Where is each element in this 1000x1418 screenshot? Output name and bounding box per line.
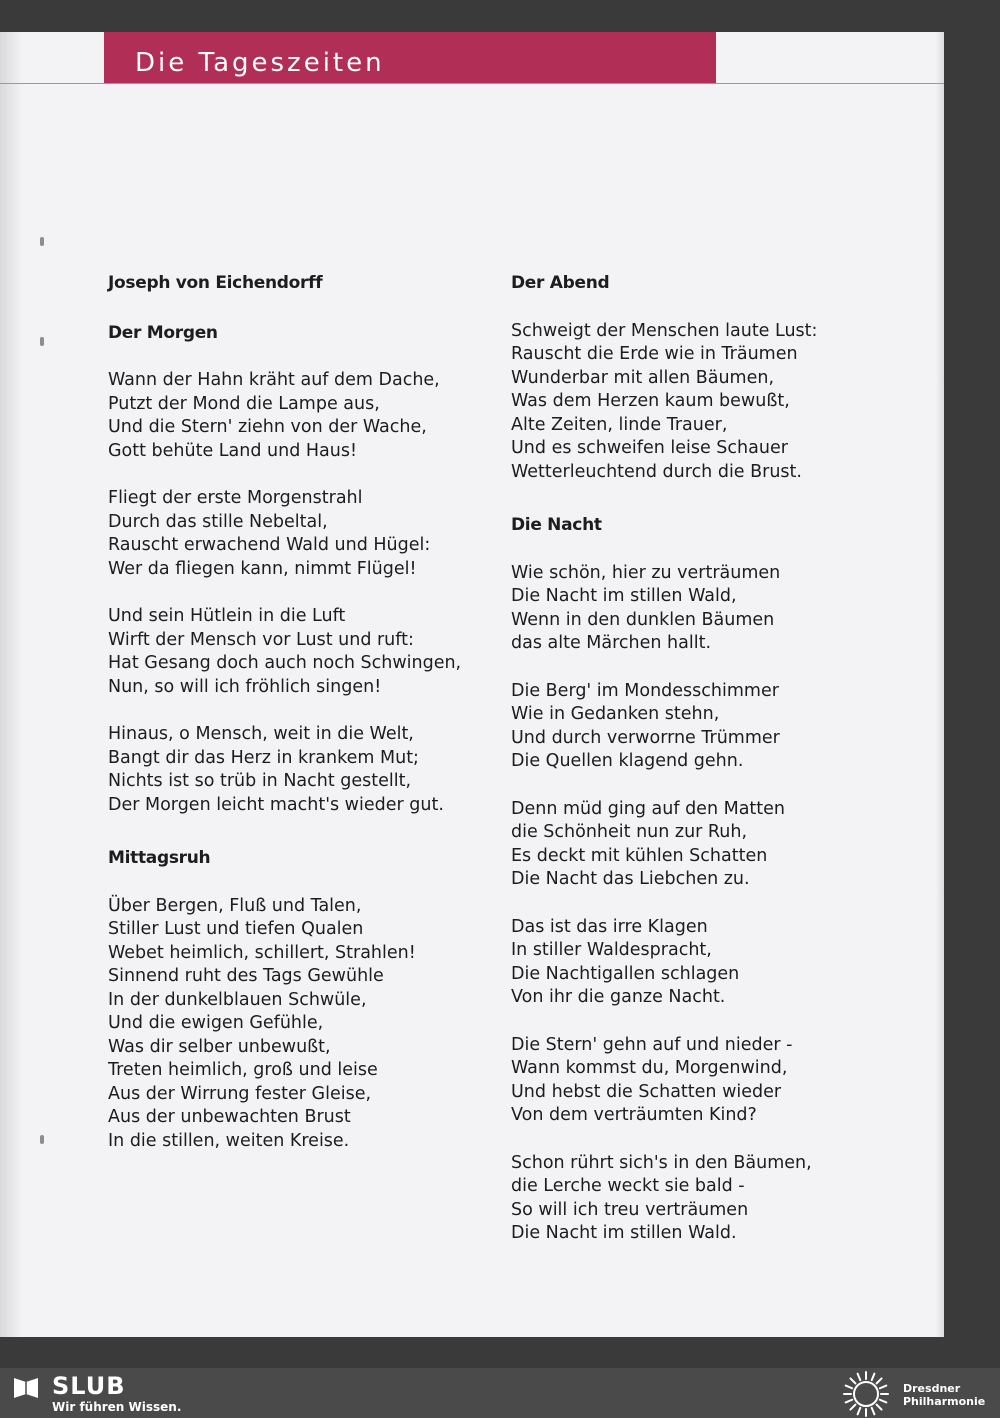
stanza bbox=[108, 487, 488, 581]
stanza bbox=[108, 895, 488, 1154]
verse-line: Nichts ist so trüb in Nacht gestellt, bbox=[108, 771, 412, 791]
verse-line: die Schönheit nun zur Ruh, bbox=[511, 822, 748, 842]
verse-line: Gott behüte Land und Haus! bbox=[108, 440, 357, 461]
slub-name: SLUB bbox=[52, 1372, 126, 1400]
left-poems bbox=[108, 322, 488, 1154]
footer-bar bbox=[0, 1368, 1000, 1418]
verse-line: Die Stern' gehn auf und nieder - bbox=[511, 1034, 793, 1055]
verse-line: Über Bergen, Fluß und Talen, bbox=[108, 895, 362, 916]
verse-line: Durch das stille Nebeltal, bbox=[108, 511, 328, 532]
poem bbox=[108, 322, 488, 818]
verse-line: die Lerche weckt sie bald - bbox=[511, 1176, 745, 1196]
verse-line: Der Morgen leicht macht's wieder gut. bbox=[108, 794, 444, 815]
verse-line: Aus der Wirrung fester Gleise, bbox=[108, 1083, 372, 1104]
verse-line: Was dir selber unbewußt, bbox=[108, 1036, 331, 1057]
verse-line: Rauscht erwachend Wald und Hügel: bbox=[108, 535, 431, 555]
sun-ray bbox=[872, 1408, 875, 1414]
slub-tagline: Wir führen Wissen. bbox=[52, 1400, 182, 1414]
verse-line: Wunderbar mit allen Bäumen, bbox=[511, 367, 775, 388]
verse-line: Und es schweifen leise Schauer bbox=[511, 438, 788, 458]
verse-line: Schon rührt sich's in den Bäumen, bbox=[511, 1152, 812, 1173]
verse-line: Nun, so will ich fröhlich singen! bbox=[108, 676, 382, 697]
verse-line: Stiller Lust und tiefen Qualen bbox=[108, 919, 364, 939]
verse-line: Aus der unbewachten Brust bbox=[108, 1107, 351, 1127]
verse-line: Wie in Gedanken stehn, bbox=[511, 704, 720, 724]
sun-ray bbox=[877, 1405, 882, 1410]
verse-line: Was dem Herzen kaum bewußt, bbox=[511, 391, 790, 411]
verse-line: Treten heimlich, groß und leise bbox=[108, 1060, 378, 1080]
sun-ray bbox=[877, 1378, 882, 1383]
verse-line: Die Quellen klagend gehn. bbox=[511, 751, 744, 771]
philharmonie-logo-icon bbox=[842, 1370, 890, 1418]
verse-line: Die Berg' im Mondesschimmer bbox=[511, 680, 779, 701]
sun-ray bbox=[880, 1386, 886, 1389]
verse-line: Putzt der Mond die Lampe aus, bbox=[108, 393, 380, 414]
poem-title: Die Nacht bbox=[511, 515, 602, 535]
poem-title: Der Abend bbox=[511, 273, 610, 293]
verse-line: In die stillen, weiten Kreise. bbox=[108, 1130, 350, 1151]
verse-line: Fliegt der erste Morgenstrahl bbox=[108, 488, 363, 508]
author-name: Joseph von Eichendorff bbox=[108, 273, 323, 293]
verse-line: So will ich treu verträumen bbox=[511, 1199, 749, 1220]
verse-line: Und durch verworrne Trümmer bbox=[511, 727, 780, 748]
sun-ray bbox=[850, 1405, 855, 1410]
slub-logo-icon bbox=[12, 1376, 40, 1400]
sun-ray bbox=[850, 1378, 855, 1383]
verse-line: Das ist das irre Klagen bbox=[511, 916, 708, 937]
verse-line: Hat Gesang doch auch noch Schwingen, bbox=[108, 653, 462, 673]
verse-line: Und hebst die Schatten wieder bbox=[511, 1081, 782, 1102]
poem bbox=[511, 272, 891, 484]
left-column bbox=[108, 272, 488, 1183]
verse-line: Wann der Hahn kräht auf dem Dache, bbox=[108, 370, 440, 390]
philharmonie-name-line1: Dresdner bbox=[903, 1382, 961, 1395]
verse-line: Die Nacht im stillen Wald, bbox=[511, 586, 737, 606]
right-column bbox=[511, 272, 891, 1276]
sun-ray bbox=[846, 1400, 852, 1403]
verse-line: Rauscht die Erde wie in Träumen bbox=[511, 344, 798, 364]
poem bbox=[511, 514, 891, 1246]
right-poems bbox=[511, 272, 891, 1246]
verse-line: Webet heimlich, schillert, Strahlen! bbox=[108, 942, 416, 963]
page-edge-shadow bbox=[936, 32, 944, 1337]
verse-line: Wann kommst du, Morgenwind, bbox=[511, 1058, 788, 1078]
poem-title: Der Morgen bbox=[108, 322, 218, 343]
verse-line: Und die Stern' ziehn von der Wache, bbox=[108, 417, 427, 437]
verse-line: Wie schön, hier zu verträumen bbox=[511, 562, 781, 583]
punch-mark bbox=[40, 337, 44, 346]
verse-line: Die Nacht das Liebchen zu. bbox=[511, 869, 750, 889]
philharmonie-name-line2: Philharmonie bbox=[903, 1395, 986, 1408]
sun-ray bbox=[872, 1374, 875, 1380]
verse-line: Und sein Hütlein in die Luft bbox=[108, 606, 346, 626]
poem bbox=[108, 847, 488, 1153]
verse-line: In der dunkelblauen Schwüle, bbox=[108, 989, 367, 1010]
verse-line: Und die ewigen Gefühle, bbox=[108, 1013, 324, 1033]
verse-line: Hinaus, o Mensch, weit in die Welt, bbox=[108, 724, 414, 744]
verse-line: In stiller Waldespracht, bbox=[511, 940, 712, 960]
stanza bbox=[511, 320, 891, 485]
document-page bbox=[0, 32, 944, 1337]
poem-title: Mittagsruh bbox=[108, 848, 211, 868]
punch-mark bbox=[40, 1135, 44, 1144]
verse-line: Die Nacht im stillen Wald. bbox=[511, 1223, 737, 1243]
verse-line: Wirft der Mensch vor Lust und ruft: bbox=[108, 629, 414, 650]
binding-shadow bbox=[0, 32, 22, 1337]
stanza bbox=[511, 680, 891, 774]
verse-line: Wer da fliegen kann, nimmt Flügel! bbox=[108, 558, 417, 579]
stanza bbox=[511, 1152, 891, 1246]
verse-line: Sinnend ruht des Tags Gewühle bbox=[108, 966, 384, 986]
verse-line: das alte Märchen hallt. bbox=[511, 633, 712, 653]
punch-mark bbox=[40, 237, 44, 246]
verse-line: Es deckt mit kühlen Schatten bbox=[511, 845, 768, 866]
stanza bbox=[108, 723, 488, 817]
stanza bbox=[511, 798, 891, 892]
verse-line: Bangt dir das Herz in krankem Mut; bbox=[108, 747, 419, 768]
verse-line: Von ihr die ganze Nacht. bbox=[511, 987, 726, 1007]
verse-line: Die Nachtigallen schlagen bbox=[511, 963, 740, 984]
verse-line: Alte Zeiten, linde Trauer, bbox=[511, 414, 728, 435]
page-title: Die Tageszeiten bbox=[135, 48, 385, 78]
verse-line: Wetterleuchtend durch die Brust. bbox=[511, 461, 802, 482]
header-rule bbox=[0, 83, 944, 84]
philharmonie-name bbox=[903, 1382, 985, 1408]
verse-line: Von dem verträumten Kind? bbox=[511, 1105, 757, 1125]
stanza bbox=[108, 605, 488, 699]
stanza bbox=[511, 562, 891, 656]
stanza bbox=[511, 916, 891, 1010]
sun-ray bbox=[858, 1374, 861, 1380]
sun-ray bbox=[846, 1386, 852, 1389]
sun-ray bbox=[858, 1408, 861, 1414]
verse-line: Wenn in den dunklen Bäumen bbox=[511, 609, 775, 630]
verse-line: Denn müd ging auf den Matten bbox=[511, 798, 786, 819]
stanza bbox=[511, 1034, 891, 1128]
sun-ray bbox=[880, 1400, 886, 1403]
verse-line: Schweigt der Menschen laute Lust: bbox=[511, 320, 818, 341]
stanza bbox=[108, 369, 488, 463]
